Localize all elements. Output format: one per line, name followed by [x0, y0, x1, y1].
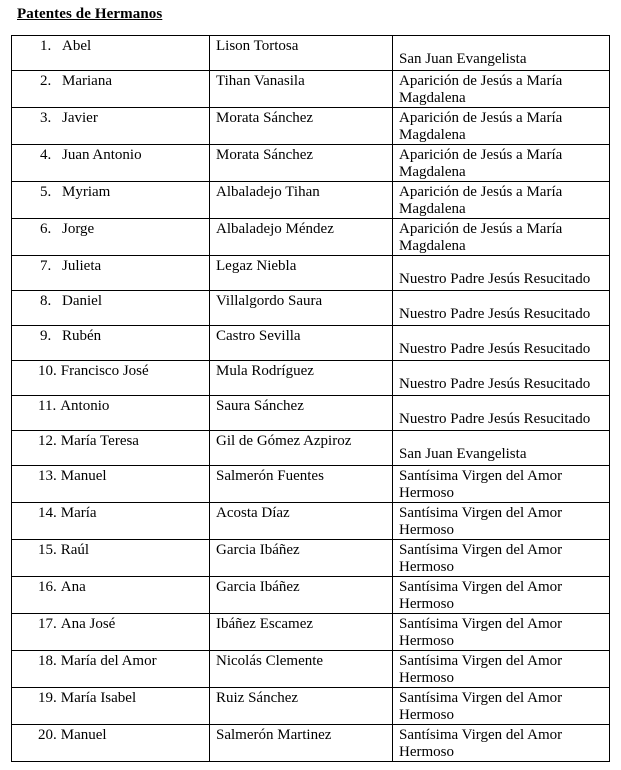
row-number: 11. [38, 398, 57, 414]
row-number: 6. [40, 221, 52, 237]
member-surname: Acosta Díaz [210, 503, 393, 540]
member-advocacion: Santísima Virgen del Amor Hermoso [393, 725, 610, 762]
member-name-cell [12, 466, 210, 503]
row-number: 2. [40, 73, 52, 89]
table-row [12, 725, 610, 762]
member-first-name: Manuel [60, 727, 107, 743]
member-first-name: Francisco José [60, 363, 149, 379]
member-name-cell [12, 651, 210, 688]
member-surname: Garcia Ibáñez [210, 540, 393, 577]
row-number: 20. [38, 727, 57, 743]
member-first-name: Ana José [60, 616, 116, 632]
member-advocacion: San Juan Evangelista [393, 431, 610, 466]
member-advocacion: Nuestro Padre Jesús Resucitado [393, 396, 610, 431]
member-name-cell [12, 614, 210, 651]
member-name-cell [12, 396, 210, 431]
member-surname: Mula Rodríguez [210, 361, 393, 396]
row-number: 18. [38, 653, 57, 669]
member-advocacion: Aparición de Jesús a María Magdalena [393, 219, 610, 256]
member-surname: Castro Sevilla [210, 326, 393, 361]
member-first-name: Ana [60, 579, 86, 595]
table-row [12, 256, 610, 291]
table-row [12, 651, 610, 688]
row-number: 15. [38, 542, 57, 558]
member-name-cell [12, 326, 210, 361]
row-number: 12. [38, 433, 57, 449]
table-row [12, 361, 610, 396]
member-surname: Garcia Ibáñez [210, 577, 393, 614]
table-row [12, 688, 610, 725]
table-row [12, 577, 610, 614]
member-surname: Nicolás Clemente [210, 651, 393, 688]
member-surname: Gil de Gómez Azpiroz [210, 431, 393, 466]
table-row [12, 431, 610, 466]
members-table [11, 35, 610, 762]
member-advocacion: Santísima Virgen del Amor Hermoso [393, 577, 610, 614]
member-name-cell [12, 145, 210, 182]
member-name-cell [12, 291, 210, 326]
member-surname: Legaz Niebla [210, 256, 393, 291]
member-name-cell [12, 688, 210, 725]
member-first-name: Mariana [62, 73, 112, 89]
member-first-name: Antonio [60, 398, 110, 414]
row-number: 13. [38, 468, 57, 484]
member-name-cell [12, 36, 210, 71]
member-name-cell [12, 540, 210, 577]
row-number: 8. [40, 293, 52, 309]
table-row [12, 540, 610, 577]
row-number: 5. [40, 184, 52, 200]
member-advocacion: Santísima Virgen del Amor Hermoso [393, 688, 610, 725]
member-surname: Salmerón Martinez [210, 725, 393, 762]
member-first-name: Juan Antonio [62, 147, 142, 163]
member-surname: Villalgordo Saura [210, 291, 393, 326]
member-surname: Ibáñez Escamez [210, 614, 393, 651]
members-table-body [12, 36, 610, 762]
table-row [12, 108, 610, 145]
member-advocacion: Nuestro Padre Jesús Resucitado [393, 361, 610, 396]
member-surname: Albaladejo Méndez [210, 219, 393, 256]
member-surname: Albaladejo Tihan [210, 182, 393, 219]
table-row [12, 145, 610, 182]
member-first-name: María del Amor [60, 653, 157, 669]
member-first-name: Jorge [62, 221, 95, 237]
member-name-cell [12, 431, 210, 466]
member-first-name: María [60, 505, 97, 521]
table-row [12, 71, 610, 108]
member-first-name: Rubén [62, 328, 102, 344]
member-name-cell [12, 725, 210, 762]
member-surname: Tihan Vanasila [210, 71, 393, 108]
member-advocacion: Nuestro Padre Jesús Resucitado [393, 256, 610, 291]
table-row [12, 396, 610, 431]
member-name-cell [12, 219, 210, 256]
member-first-name: María Teresa [60, 433, 139, 449]
table-row [12, 614, 610, 651]
member-first-name: Daniel [62, 293, 102, 309]
row-number: 10. [38, 363, 57, 379]
table-row [12, 291, 610, 326]
member-first-name: Julieta [62, 258, 102, 274]
row-number: 7. [40, 258, 52, 274]
member-first-name: Myriam [62, 184, 111, 200]
member-advocacion: San Juan Evangelista [393, 36, 610, 71]
member-advocacion: Aparición de Jesús a María Magdalena [393, 108, 610, 145]
member-advocacion: Nuestro Padre Jesús Resucitado [393, 291, 610, 326]
member-surname: Salmerón Fuentes [210, 466, 393, 503]
member-name-cell [12, 256, 210, 291]
member-surname: Saura Sánchez [210, 396, 393, 431]
member-surname: Ruiz Sánchez [210, 688, 393, 725]
member-first-name: Javier [62, 110, 98, 126]
member-surname: Lison Tortosa [210, 36, 393, 71]
member-first-name: María Isabel [60, 690, 137, 706]
member-advocacion: Santísima Virgen del Amor Hermoso [393, 651, 610, 688]
member-advocacion: Santísima Virgen del Amor Hermoso [393, 503, 610, 540]
member-advocacion: Santísima Virgen del Amor Hermoso [393, 614, 610, 651]
page-title: Patentes de Hermanos [17, 6, 163, 22]
member-advocacion: Aparición de Jesús a María Magdalena [393, 71, 610, 108]
member-name-cell [12, 108, 210, 145]
member-name-cell [12, 503, 210, 540]
member-advocacion: Santísima Virgen del Amor Hermoso [393, 466, 610, 503]
member-first-name: Manuel [60, 468, 107, 484]
member-surname: Morata Sánchez [210, 108, 393, 145]
member-name-cell [12, 361, 210, 396]
row-number: 17. [38, 616, 57, 632]
member-name-cell [12, 71, 210, 108]
member-advocacion: Aparición de Jesús a María Magdalena [393, 182, 610, 219]
table-row [12, 182, 610, 219]
row-number: 1. [40, 38, 52, 54]
row-number: 4. [40, 147, 52, 163]
member-name-cell [12, 182, 210, 219]
member-name-cell [12, 577, 210, 614]
row-number: 14. [38, 505, 57, 521]
row-number: 19. [38, 690, 57, 706]
table-row [12, 326, 610, 361]
member-first-name: Raúl [60, 542, 90, 558]
table-row [12, 503, 610, 540]
table-row [12, 219, 610, 256]
row-number: 3. [40, 110, 52, 126]
member-advocacion: Nuestro Padre Jesús Resucitado [393, 326, 610, 361]
row-number: 16. [38, 579, 57, 595]
member-advocacion: Santísima Virgen del Amor Hermoso [393, 540, 610, 577]
row-number: 9. [40, 328, 52, 344]
table-row [12, 36, 610, 71]
member-advocacion: Aparición de Jesús a María Magdalena [393, 145, 610, 182]
member-surname: Morata Sánchez [210, 145, 393, 182]
member-first-name: Abel [62, 38, 92, 54]
table-row [12, 466, 610, 503]
